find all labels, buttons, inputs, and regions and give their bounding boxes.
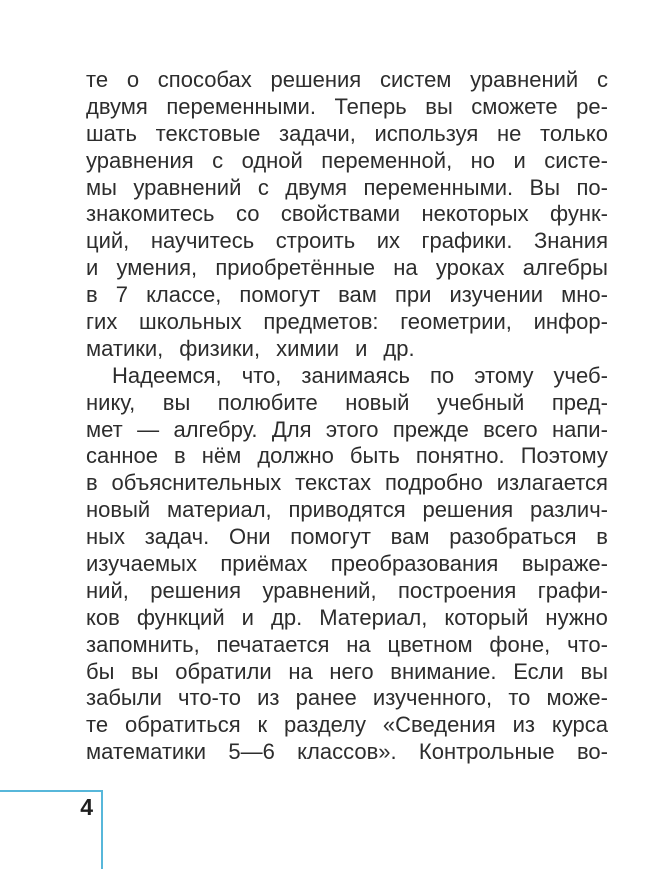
word: др. — [271, 604, 303, 630]
word: разделу — [284, 712, 367, 738]
word: по- — [576, 174, 608, 200]
word: их — [376, 228, 400, 254]
word: текстовые — [155, 120, 261, 146]
word: и — [86, 255, 99, 281]
text-line — [86, 551, 608, 578]
word: преобразования — [330, 551, 499, 577]
word: разобраться — [449, 524, 577, 550]
text-line — [86, 67, 608, 94]
word: излагается — [496, 470, 608, 496]
word: и — [241, 604, 254, 630]
word: мы — [86, 174, 117, 200]
word: одной — [241, 147, 303, 173]
word: выраже- — [521, 551, 608, 577]
word: алгебру. — [173, 416, 258, 442]
word: подробно — [384, 470, 483, 496]
word: ных — [86, 524, 125, 550]
word: всего — [483, 416, 538, 442]
word: обратиться — [124, 712, 241, 738]
word: уроках — [435, 255, 505, 281]
word: уравнения — [86, 147, 194, 173]
word: Контрольные — [418, 739, 555, 765]
word: текстах — [295, 470, 372, 496]
word: по — [430, 362, 455, 388]
word: математики — [86, 739, 207, 765]
word: уравнений — [470, 67, 579, 92]
word: приёмах — [220, 551, 308, 577]
word: решения — [150, 577, 241, 603]
word: обратили — [175, 658, 272, 684]
word: задачи, — [279, 120, 356, 146]
word: Надеемся, — [112, 362, 222, 388]
word: классов». — [297, 739, 397, 765]
text-line — [86, 336, 608, 363]
word: с — [212, 147, 224, 173]
text-block — [86, 67, 608, 766]
word: функ- — [550, 201, 608, 227]
word: который — [444, 604, 529, 630]
word: на — [346, 631, 371, 657]
word: знакомитесь — [86, 201, 215, 227]
word: с — [257, 174, 269, 200]
word: только — [540, 120, 608, 146]
word: функций — [136, 604, 225, 630]
word: учебный — [437, 389, 525, 415]
word: и — [355, 335, 368, 361]
word: матики, — [86, 335, 164, 361]
word: мет — [86, 416, 123, 442]
word: некоторых — [421, 201, 529, 227]
text-line — [86, 175, 608, 202]
word: Они — [228, 524, 271, 550]
text-line — [86, 685, 608, 712]
word: приводятся — [288, 497, 406, 523]
text-line — [86, 363, 608, 390]
word: нужно — [545, 604, 608, 630]
text-line — [86, 524, 608, 551]
word: различ- — [530, 497, 608, 523]
word: печатается — [216, 631, 330, 657]
word: понятно. — [415, 443, 505, 469]
word: сможете — [471, 93, 558, 119]
word: этого — [325, 416, 379, 442]
text-line — [86, 201, 608, 228]
word: вы — [425, 93, 453, 119]
text-line — [86, 94, 608, 121]
word: используя — [374, 120, 479, 146]
word: способах — [157, 67, 252, 92]
word: в — [174, 443, 186, 469]
word: ранее — [295, 685, 357, 711]
word: этому — [474, 362, 534, 388]
word: може- — [546, 685, 608, 711]
word: решения — [422, 497, 514, 523]
word: при — [394, 282, 432, 308]
word: должно — [257, 443, 334, 469]
word: построения — [398, 577, 517, 603]
word: санное — [86, 443, 159, 469]
text-line — [86, 497, 608, 524]
word: занимаясь — [301, 362, 410, 388]
word: научитесь — [150, 228, 255, 254]
word: Поэтому — [520, 443, 608, 469]
word: приобретённые — [215, 255, 376, 281]
word: Теперь — [334, 93, 407, 119]
word: вы — [580, 658, 608, 684]
word: него — [329, 658, 374, 684]
text-line — [86, 739, 608, 766]
word: геометрии, — [400, 309, 512, 335]
text-line — [86, 659, 608, 686]
page-number-box — [0, 790, 103, 869]
word: из — [257, 685, 280, 711]
word: те — [86, 712, 109, 738]
word: полюбите — [217, 389, 318, 415]
word: ков — [86, 604, 120, 630]
word: строить — [275, 228, 356, 254]
word: мно- — [561, 282, 608, 308]
word: шать — [86, 120, 137, 146]
word: из — [512, 712, 535, 738]
word: Материал, — [319, 604, 428, 630]
word: 5—6 — [228, 739, 275, 765]
word: материал, — [167, 497, 272, 523]
word: задач. — [144, 524, 210, 550]
word: но — [470, 147, 496, 173]
word: новый — [86, 497, 151, 523]
text-line — [86, 712, 608, 739]
text-line — [86, 390, 608, 417]
word: нику, — [86, 389, 136, 415]
word: двумя — [86, 93, 148, 119]
word: объяснительных — [111, 470, 282, 496]
word: учеб- — [553, 362, 608, 388]
word: умения, — [116, 255, 198, 281]
text-line — [86, 121, 608, 148]
word: ре- — [576, 93, 608, 119]
word: цветном — [387, 631, 473, 657]
word: двумя — [285, 174, 348, 200]
word: др. — [383, 335, 415, 361]
word: помогут — [290, 524, 371, 550]
word: то — [508, 685, 531, 711]
word: 7 — [115, 282, 128, 308]
word: систе- — [544, 147, 608, 173]
word: классе, — [146, 282, 222, 308]
word: со — [235, 201, 260, 227]
word: не — [496, 120, 522, 146]
word: во- — [576, 739, 608, 765]
word: что, — [241, 362, 282, 388]
word: свойствами — [280, 201, 401, 227]
word: Знания — [533, 228, 608, 254]
word: в — [86, 282, 98, 308]
word: к — [257, 712, 268, 738]
word: новый — [345, 389, 410, 415]
word: внимание. — [390, 658, 497, 684]
word: напи- — [551, 416, 608, 442]
word: физики, — [179, 335, 261, 361]
word: изучаемых — [86, 551, 197, 577]
word: вам — [390, 524, 430, 550]
word: химии — [276, 335, 340, 361]
text-line — [86, 255, 608, 282]
word: уравнений, — [262, 577, 377, 603]
word: пред- — [551, 389, 608, 415]
word: переменными. — [166, 93, 316, 119]
word: инфор- — [533, 309, 608, 335]
text-line — [86, 282, 608, 309]
page-number: 4 — [80, 794, 93, 820]
text-line — [86, 632, 608, 659]
word: гих — [86, 309, 118, 335]
word: нём — [201, 443, 242, 469]
word: запомнить, — [86, 631, 200, 657]
word: те — [86, 67, 109, 92]
text-line — [86, 228, 608, 255]
word: фоне, — [489, 631, 551, 657]
text-line — [86, 148, 608, 175]
text-line — [86, 309, 608, 336]
word: в — [86, 470, 98, 496]
word: прежде — [392, 416, 469, 442]
word: графи- — [537, 577, 608, 603]
word: изучении — [449, 282, 544, 308]
text-line — [86, 470, 608, 497]
word: предметов: — [263, 309, 379, 335]
word: переменной, — [321, 147, 453, 173]
word: изученного, — [372, 685, 493, 711]
word: и — [513, 147, 526, 173]
text-line — [86, 578, 608, 605]
word: Вы — [529, 174, 561, 200]
word: «Сведения — [382, 712, 496, 738]
word: что-то — [178, 685, 241, 711]
word: что- — [567, 631, 608, 657]
word: школьных — [139, 309, 242, 335]
word: систем — [379, 67, 452, 92]
word: ний, — [86, 577, 129, 603]
word: бы — [86, 658, 115, 684]
text-line — [86, 605, 608, 632]
word: с — [596, 67, 608, 92]
word: уравнений — [133, 174, 242, 200]
word: о — [126, 67, 140, 92]
word: в — [596, 524, 608, 550]
text-line — [86, 443, 608, 470]
word: решения — [270, 67, 362, 92]
word: переменными. — [363, 174, 514, 200]
word: алгебры — [522, 255, 608, 281]
word: курса — [551, 712, 608, 738]
word: быть — [349, 443, 400, 469]
word: Если — [513, 658, 564, 684]
word: забыли — [86, 685, 162, 711]
word: Для — [271, 416, 312, 442]
word: помогут — [239, 282, 321, 308]
word: ций, — [86, 228, 130, 254]
word: на — [393, 255, 418, 281]
word: вам — [338, 282, 377, 308]
text-line — [86, 417, 608, 444]
word: вы — [131, 658, 159, 684]
word: на — [288, 658, 313, 684]
word: — — [137, 416, 160, 442]
word: вы — [162, 389, 191, 415]
word: графики. — [421, 228, 513, 254]
